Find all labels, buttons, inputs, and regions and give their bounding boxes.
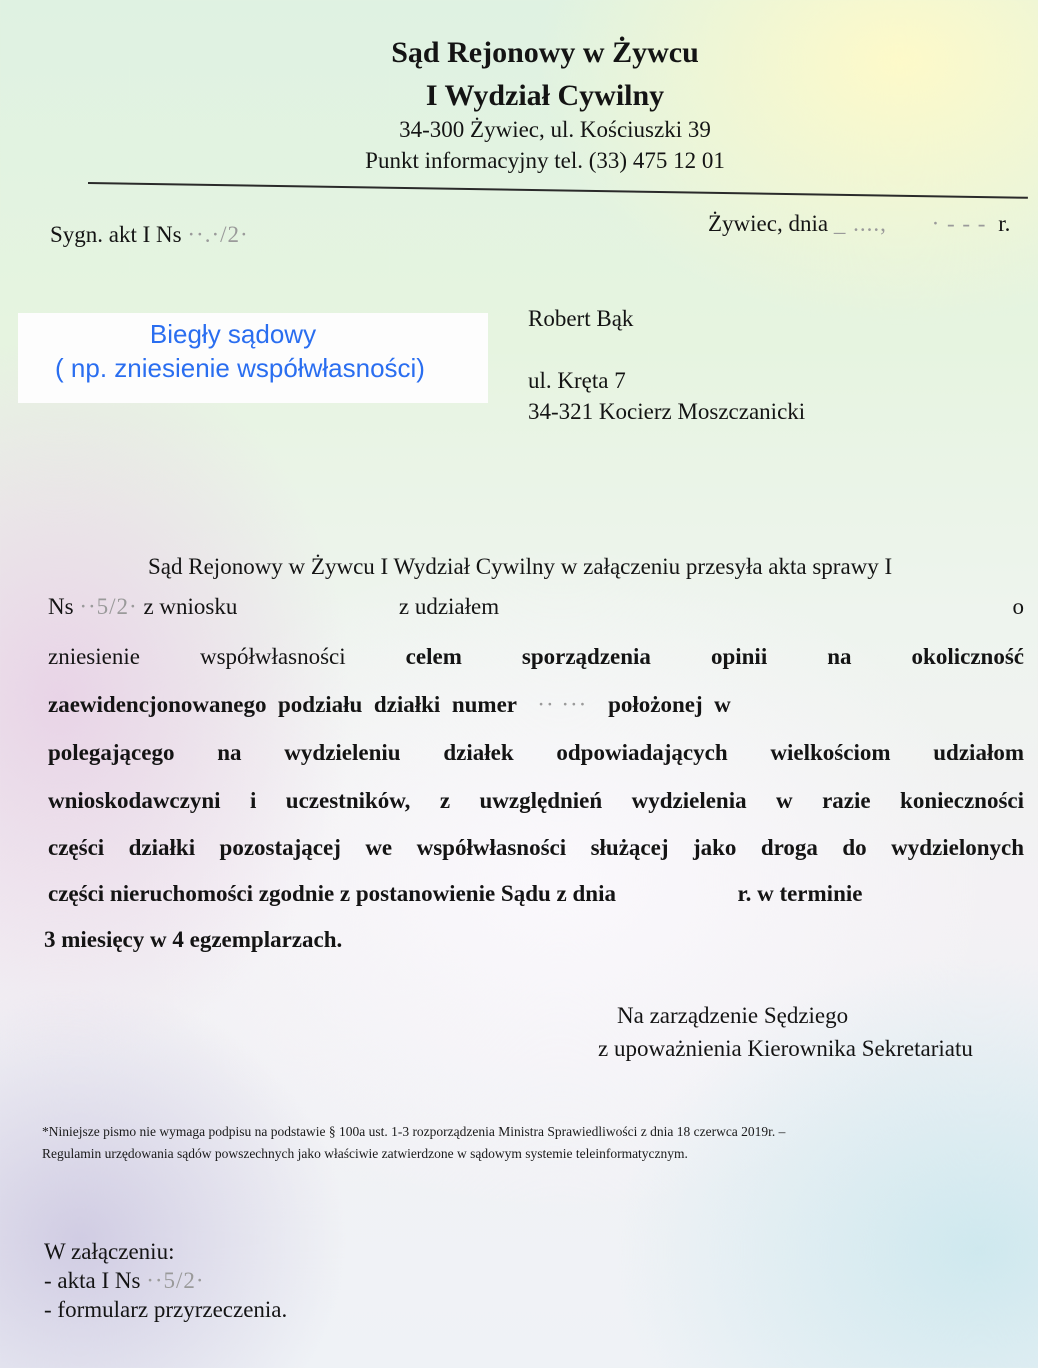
body-text: podziału <box>277 692 363 717</box>
year-redacted: · - - - <box>931 211 987 236</box>
case-number-redacted: ··.·/2· <box>187 222 249 247</box>
body-text: Ns <box>48 594 74 619</box>
attachment-case-files: - akta I Ns <box>44 1268 141 1293</box>
body-line-9: 3 miesięcy w 4 egzemplarzach. <box>44 927 343 952</box>
attachment-item: - formularz przyrzeczenia. <box>44 1297 288 1322</box>
header-divider <box>88 182 1028 199</box>
body-text: o <box>1012 594 1024 619</box>
body-text: zaewidencjonowanego <box>48 692 267 717</box>
court-phone: Punkt informacyjny tel. (33) 475 12 01 <box>365 148 725 173</box>
body-line-3 <box>48 642 1024 672</box>
body-text: r. w terminie <box>737 881 863 906</box>
redacted-plot-number: ·· ··· <box>537 692 588 717</box>
body-line-7: części działki pozostającej we współwłasności służącej jako droga do wydzielonych <box>48 835 1024 860</box>
addressee-city: 34-321 Kocierz Moszczanicki <box>528 399 806 424</box>
addressee-street: ul. Kręta 7 <box>528 368 626 393</box>
addressee-name: Robert Bąk <box>528 306 634 331</box>
expert-label-subtitle: ( np. zniesienie współwłasności) <box>55 353 425 383</box>
court-address: 34-300 Żywiec, ul. Kościuszki 39 <box>399 117 711 142</box>
body-line-1: Sąd Rejonowy w Żywcu I Wydział Cywilny w załączeniu przesyła akta sprawy I <box>148 554 893 579</box>
body-text: sporządzenia <box>521 644 651 669</box>
signature-line-1: Na zarządzenie Sędziego <box>617 1003 849 1028</box>
body-text: części nieruchomości zgodnie z postanowienie Sądu z dnia <box>48 881 616 906</box>
body-text: położonej <box>608 692 703 717</box>
body-line-8 <box>48 879 1024 909</box>
body-text: działki <box>373 692 441 717</box>
body-text: w <box>714 692 731 717</box>
footnote-line-1: *Niniejsze pismo nie wymaga podpisu na podstawie § 100a ust. 1-3 rozporządzenia Ministra Sprawiedliwości z dnia 18 czerwca 2019r. – <box>42 1124 786 1139</box>
signature-line-2: z upoważnienia Kierownika Sekretariatu <box>598 1036 973 1061</box>
redacted-case-number: ··5/2· <box>79 594 138 619</box>
body-text: okoliczność <box>911 644 1024 669</box>
body-line-4 <box>48 690 1024 720</box>
body-text: celem <box>405 644 462 669</box>
body-text: opinii <box>710 644 768 669</box>
court-division: I Wydział Cywilny <box>425 79 665 112</box>
body-text: z wniosku <box>143 594 238 619</box>
letter-date <box>708 211 1010 237</box>
case-reference-label: Sygn. akt I Ns <box>50 222 182 247</box>
expert-label-title: Biegły sądowy <box>149 319 317 349</box>
body-text: na <box>827 644 852 669</box>
body-text: zniesienie <box>48 644 140 669</box>
body-line-5: polegającego na wydzieleniu działek odpowiadających wielkościom udziałom <box>48 740 1024 765</box>
body-text: współwłasności <box>199 644 346 669</box>
expert-label-box <box>18 313 488 403</box>
court-name: Sąd Rejonowy w Żywcu <box>391 36 699 69</box>
body-line-2 <box>48 592 1024 622</box>
body-text: numer <box>451 692 517 717</box>
footnote-line-2: Regulamin urzędowania sądów powszechnych jako właściwie zatwierdzone w sądowym systemie teleinformatycznym. <box>42 1146 688 1161</box>
date-suffix: r. <box>998 211 1011 236</box>
case-reference <box>50 222 249 248</box>
redacted-case-number: ··5/2· <box>146 1268 205 1293</box>
attachments-heading: W załączeniu: <box>44 1239 175 1264</box>
body-line-6: wnioskodawczyni i uczestników, z uwzględnień wydzielenia w razie konieczności <box>48 788 1024 813</box>
date-redacted: _ ...., <box>833 211 894 236</box>
attachment-item <box>44 1267 205 1294</box>
body-text: z udziałem <box>398 594 500 619</box>
date-prefix: Żywiec, dnia <box>708 211 829 236</box>
